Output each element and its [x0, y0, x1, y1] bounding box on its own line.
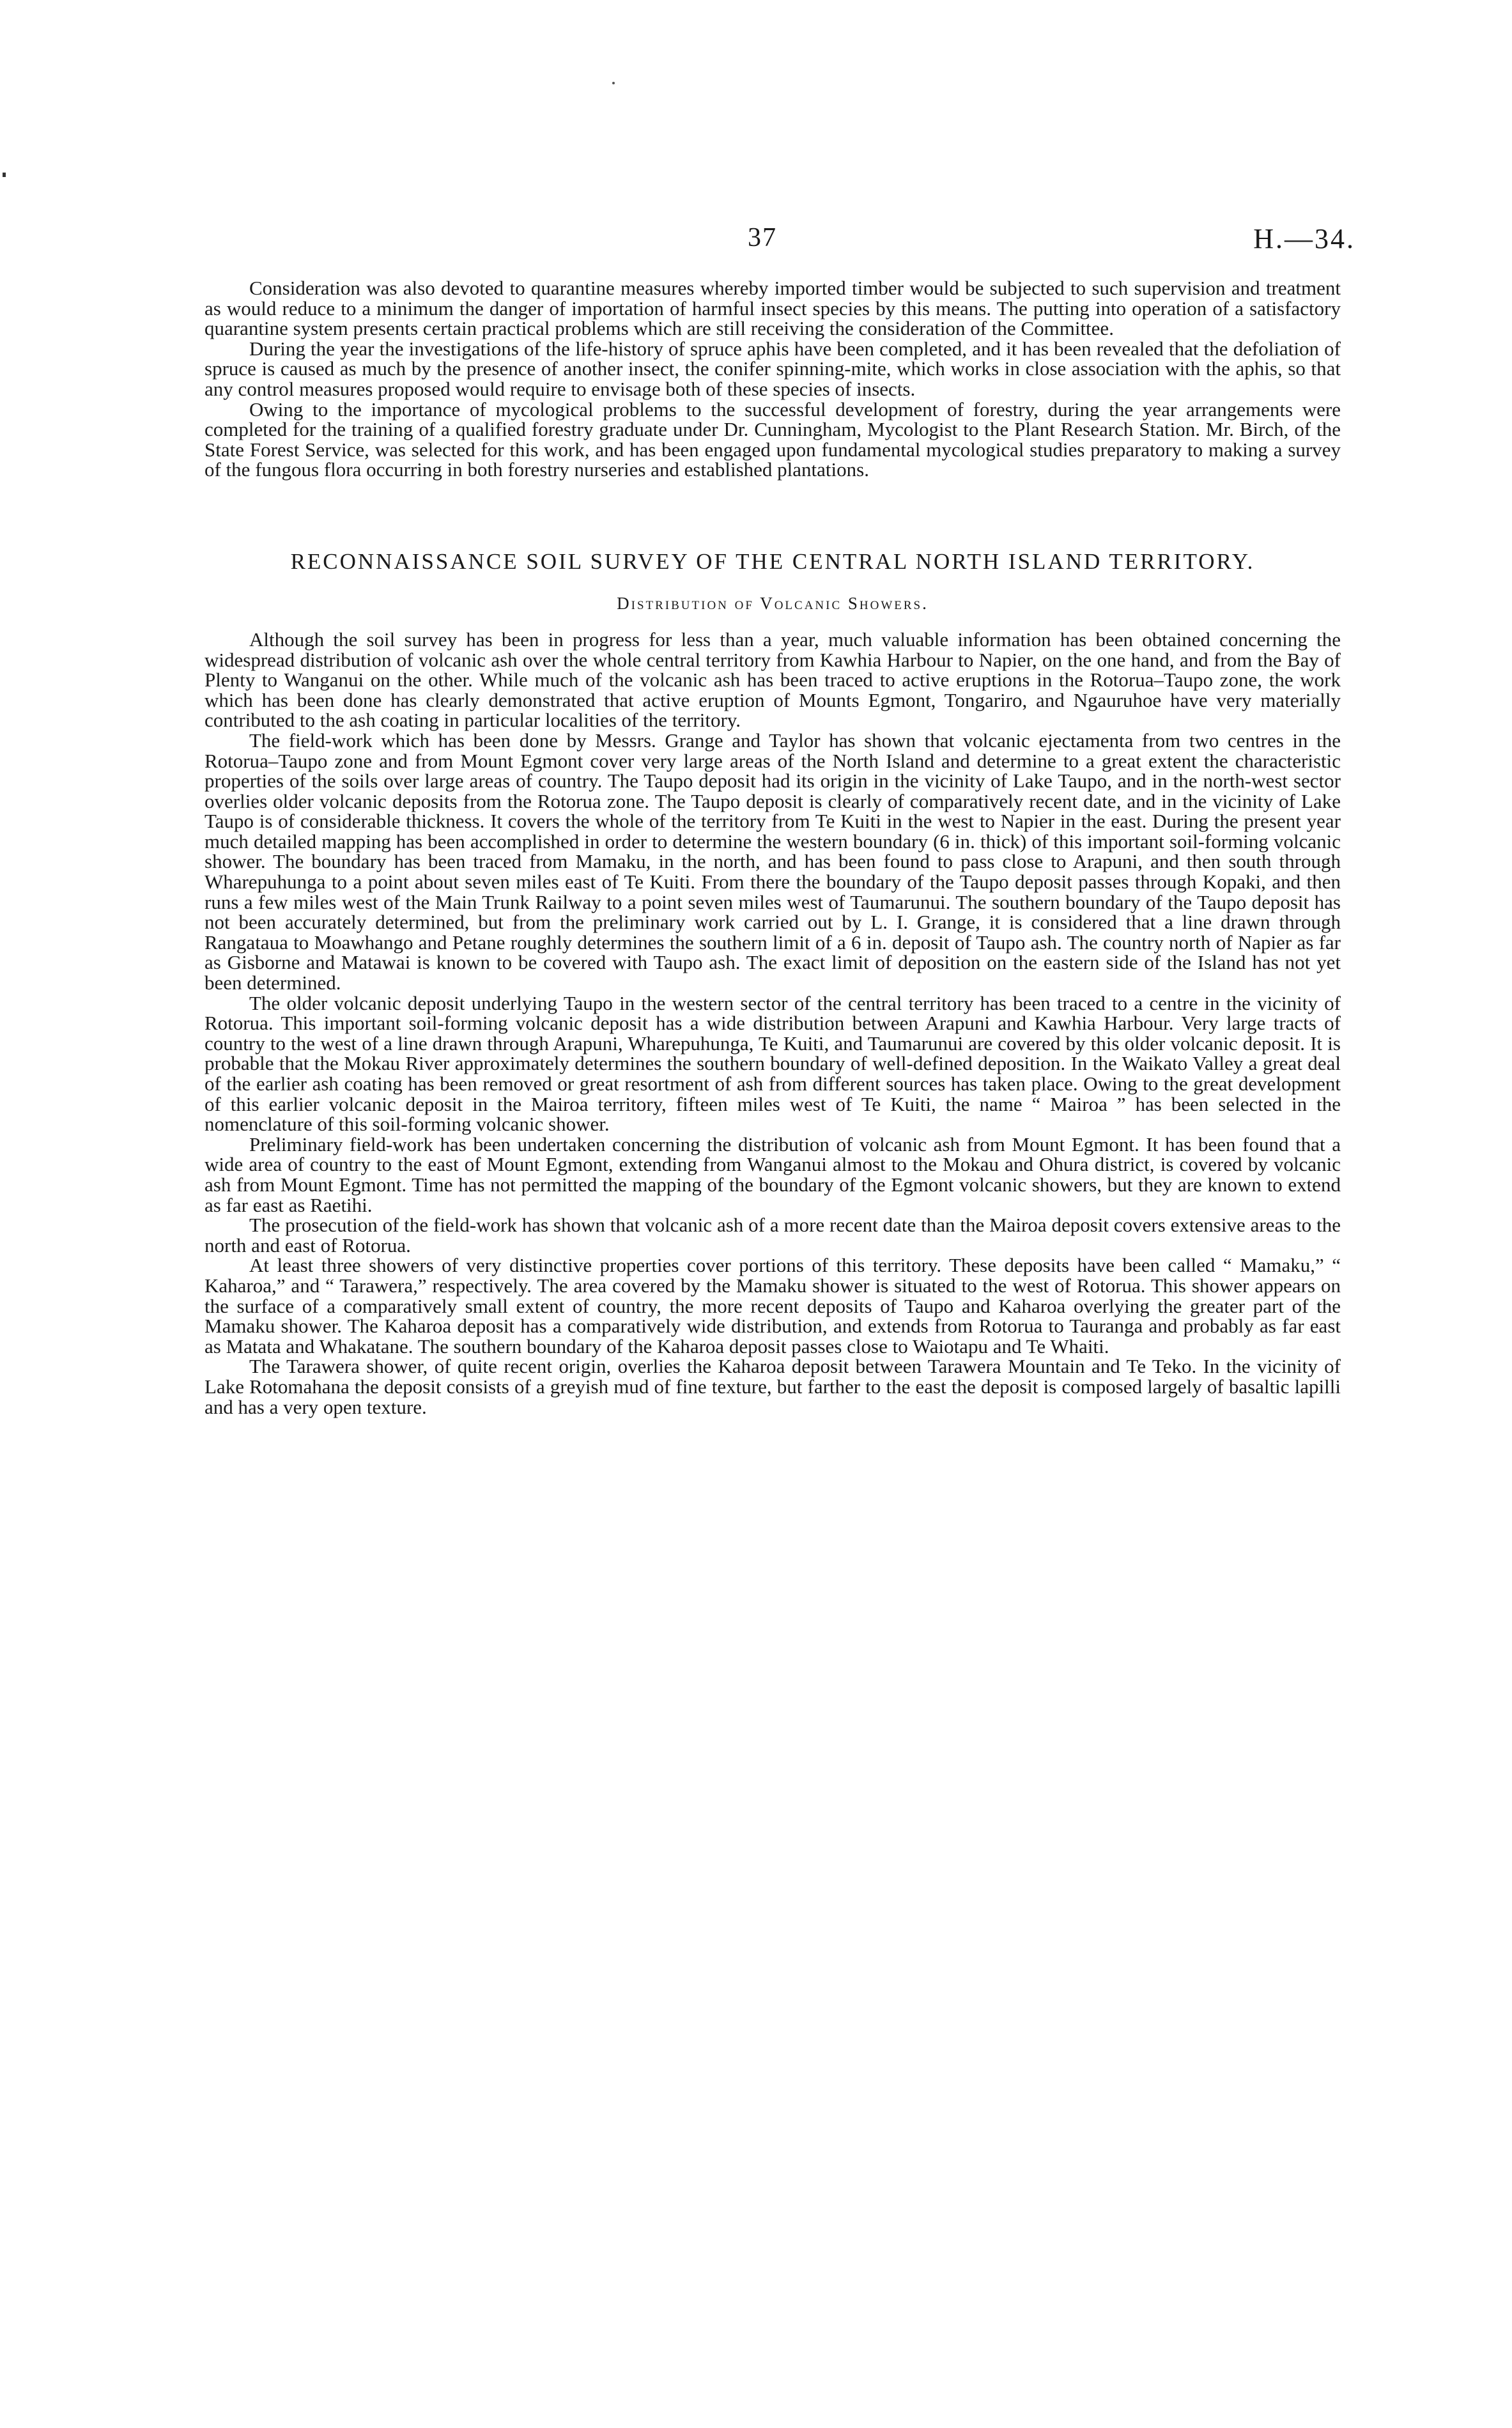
scan-edge-mark: [3, 173, 6, 177]
paragraph-soil-survey: Although the soil survey has been in progress for less than a year, much valuable information has been obtained concerning the widespread distribution of volcanic ash over the whole central territory from Kawhia Harbour to Napier, on the one hand, and from the Bay of Plenty to Wanganui on the other. While much of the volcanic ash has been traced to active eruptions in the Rotorua–Taupo zone, the work which has been done has clearly demonstrated that active eruption of Mounts Egmont, Tongariro, and Ngauruhoe have very materially contributed to the ash coating in particular localities of the territory.: [204, 628, 1341, 732]
paragraph-three-showers: At least three showers of very distinctive properties cover portions of this territory. These deposits have been called “ Mamaku,” “ Kaharoa,” and “ Tarawera,” respectively. The area covered by the Mamaku shower is situated to the west of Rotorua. This shower appears on the surface of a comparatively small extent of country, the more recent deposits of Taupo and Kaharoa overlying the greater part of the Mamaku shower. The Kaharoa deposit has a comparatively wide distribution, and extends from Rotorua to Tauranga and probably as far east as Matata and Whakatane. The southern boundary of the Kaharoa deposit passes close to Waiotapu and Te Whaiti.: [204, 1254, 1341, 1357]
paragraph-egmont-ash: Preliminary field-work has been undertaken concerning the distribution of volcanic ash from Mount Egmont. It has been found that a wide area of country to the east of Mount Egmont, extending from Wanganui almost to the Mokau and Ohura district, is covered by volcanic ash from Mount Egmont. Time has not permitted the mapping of the boundary of the Egmont volcanic showers, but they are known to extend as far east as Raetihi.: [204, 1133, 1341, 1216]
intro-paragraph-quarantine: Consideration was also devoted to quarantine measures whereby imported timber would be subjected to such supervision and treatment as would reduce to a minimum the danger of importation of harmful insect species by this means. The putting into operation of a satisfactory quarantine system presents certain practical problems which are still receiving the consideration of the Committee.: [204, 277, 1341, 340]
paragraph-taupo-deposit: The field-work which has been done by Messrs. Grange and Taylor has shown that volcanic ejectamenta from two centres in the Rotorua–Taupo zone and from Mount Egmont cover very large areas of the North Island and determine to a great extent the characteristic properties of the soils over large areas of country. The Taupo deposit had its origin in the vicinity of Lake Taupo, and in the north-west sector overlies older volcanic deposits from the Rotorua zone. The Taupo deposit is clearly of comparatively recent date, and in the vicinity of Lake Taupo is of considerable thickness. It covers the whole of the territory from Te Kuiti in the west to Napier in the east. During the present year much detailed mapping has been accomplished in order to determine the western boundary (6 in. thick) of this important soil-forming volcanic shower. The boundary has been traced from Mamaku, in the north, and has been found to pass close to Arapuni, and then south through Wharepuhunga to a point about seven miles east of Te Kuiti. From there the boundary of the Taupo deposit passes through Kopaki, and then runs a few miles west of the Main Trunk Railway to a point seven miles west of Taumarunui. The southern boundary of the Taupo deposit has not been accurately determined, but from the preliminary work carried out by L. I. Grange, it is considered that a line drawn through Rangataua to Moawhango and Petane roughly determines the southern limit of a 6 in. deposit of Taupo ash. The country north of Napier as far as Gisborne and Matawai is known to be covered with Taupo ash. The exact limit of deposition on the eastern side of the Island has not yet been determined.: [204, 729, 1341, 994]
paragraph-mairoa-deposit: The older volcanic deposit underlying Taupo in the western sector of the central territory has been traced to a centre in the vicinity of Rotorua. This important soil-forming volcanic deposit has a wide distribution between Arapuni and Kawhia Harbour. Very large tracts of country to the west of a line drawn through Arapuni, Wharepuhunga, Te Kuiti, and Taumarunui are covered by this older volcanic deposit. It is probable that the Mokau River approximately determines the southern boundary of well-defined deposition. In the Waikato Valley a great deal of the earlier ash coating has been removed or great resortment of ash from different sources has taken place. Owing to the great development of this earlier volcanic deposit in the Mairoa territory, fifteen miles west of Te Kuiti, the name “ Mairoa ” has been selected in the nomenclature of this soil-forming volcanic shower.: [204, 991, 1341, 1136]
section-title: RECONNAISSANCE SOIL SURVEY OF THE CENTRAL NORTH ISLAND TERRITORY.: [290, 548, 1255, 574]
page-header: [0, 222, 1512, 261]
page-body: [204, 278, 1341, 1417]
paragraph-recent-ash: The prosecution of the field-work has shown that volcanic ash of a more recent date than the Mairoa deposit covers extensive areas to the north and east of Rotorua.: [204, 1214, 1341, 1257]
subsection-title: Distribution of Volcanic Showers.: [617, 593, 929, 613]
intro-paragraph-spruce-aphis: During the year the investigations of the life-history of spruce aphis have been completed, and it has been revealed that the defoliation of spruce is caused as much by the presence of another insect, the conifer spinning-mite, which works in close association with the aphis, so that any control measures proposed would require to envisage both of these species of insects.: [204, 337, 1341, 400]
intro-paragraph-mycology: Owing to the importance of mycological problems to the successful development of forestry, during the year arrangements were completed for the training of a qualified forestry graduate under Dr. Cunningham, Mycologist to the Plant Research Station. Mr. Birch, of the State Forest Service, was selected for this work, and has been engaged upon fundamental mycological studies preparatory to making a survey of the fungous flora occurring in both forestry nurseries and established plantations.: [204, 398, 1341, 481]
section-spacer: [204, 480, 1341, 549]
paragraph-tarawera-shower: The Tarawera shower, of quite recent origin, overlies the Kaharoa deposit between Tarawera Mountain and Te Teko. In the vicinity of Lake Rotomahana the deposit consists of a greyish mud of fine texture, but farther to the east the deposit is composed largely of basaltic lapilli and has a very open texture.: [204, 1355, 1341, 1418]
page-number: 37: [748, 223, 777, 252]
document-reference: H.—34.: [1253, 223, 1355, 254]
scan-speck: [612, 82, 615, 84]
